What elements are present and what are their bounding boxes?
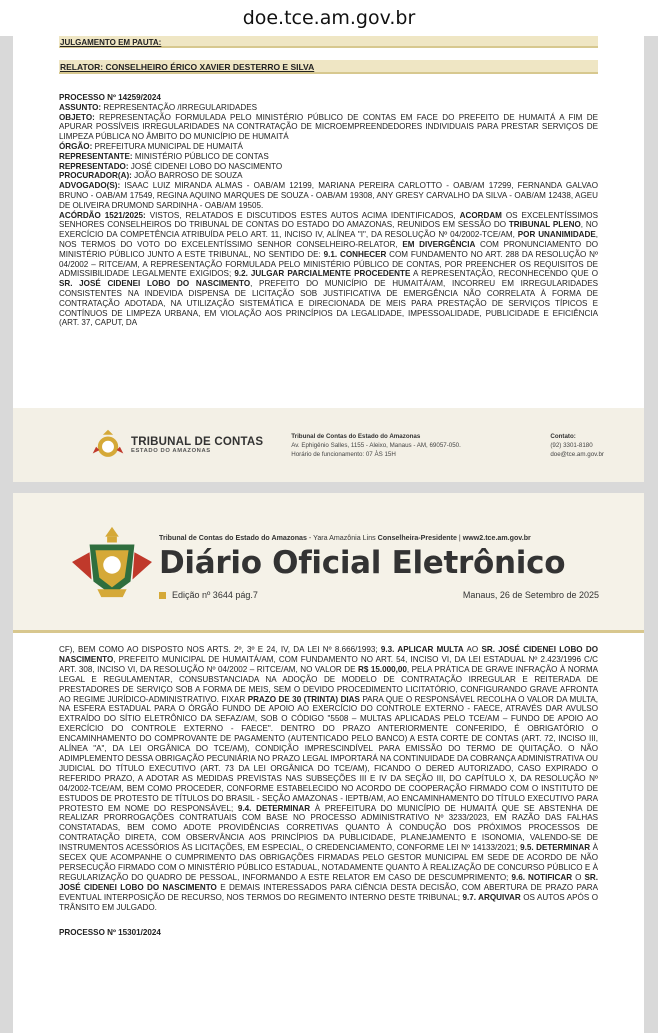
process-body-2: CF), BEM COMO AO DISPOSTO NOS ARTS. 2º, 3º E 24, IV, DA LEI Nº 8.666/1993; 9.3. APLICAR MULTA AO SR. JOSÉ CIDENEI LOBO DO NASCIMENTO, PREFEITO MUNICIPAL DE HUMAITÁ/AM, COM FUNDAMENTO NO ART. 54, INCISO VI, DA LEI ESTADUAL Nº 2.423/1996 C/C ART. 308, INCISO VI, DA RESOLUÇÃO Nº 04/2002 – RITCE/AM, NO VALOR DE R$ 15.000,00, PELA PRÁTICA DE GRAVE INFRAÇÃO À NORMA LEGAL E REGULAMENTAR, CONSUBSTANCIADA NA ADOÇÃO DE MODELO DE CONTRATAÇÃO IRREGULAR E REITERADA DE PRESTADORES DE SERVIÇO SOB A FORMA DE MEIS, SEM O DEVIDO PROCEDIMENTO LICITATÓRIO, CONFIGURANDO GRAVE AFRONTA AO REGIME JURÍDICO-ADMINISTRATIVO. FIXAR PRAZO DE 30 (TRINTA) DIAS PARA QUE O RESPONSÁVEL RECOLHA O VALOR DA MULTA, NA ESFERA ESTADUAL PARA O ÓRGÃO FUNDO DE APOIO AO EXERCÍCIO DO CONTROLE EXTERNO - FAECE, ATRAVÉS DAR AVULSO EXTRAÍDO DO SÍTIO ELETRÔNICO DA SEFAZ/AM, SOB O CÓDIGO "5508 – MULTAS APLICADAS PELO TCE/AM – FUNDO DE APOIO AO EXERCÍCIO DO CONTROLE EXTERNO - FAECE". DENTRO DO PRAZO ANTERIORMENTE CONFERIDO, É OBRIGATÓRIO O ENCAMINHAMENTO DO COMPROVANTE DE PAGAMENTO (AUTENTICADO PELO BANCO) A ESTA CORTE DE CONTAS (ART. 72, INCISO III, ALÍNEA "A", DA LEI ORGÂNICA DO TCE/AM), CONDIÇÃO IMPRESCINDÍVEL PARA EMISSÃO DO TERMO DE QUITAÇÃO. O NÃO ADIMPLEMENTO DESSA OBRIGAÇÃO PECUNIÁRIA NO PRAZO LEGAL IMPORTARÁ NA CONTINUIDADE DA COBRANÇA ADMINISTRATIVA OU JUDICIAL DO TÍTULO EXECUTIVO (ART. 73 DA LEI ORGÂNICA DO TCE/AM), FICANDO O DERED AUTORIZADO, CASO EXPIRADO O REFERIDO PRAZO, A ADOTAR AS MEDIDAS PREVISTAS NAS SUBSEÇÕES III E IV DA SEÇÃO III, DO CAPÍTULO X, DA RESOLUÇÃO Nº 04/2002-TCE/AM, BEM COMO PROCEDER, CONFORME ESTABELECIDO NO ACORDO DE COOPERAÇÃO FIRMADO COM O INSTITUTO DE ESTUDOS DE PROTESTO DE TÍTULOS DO BRASIL - SEÇÃO AMAZONAS - IEPTB/AM, AO ENCAMINHAMENTO DO TÍTULO EXECUTIVO PARA PROTESTO EM NOME DO RESPONSÁVEL; 9.4. DETERMINAR À PREFEITURA DO MUNICÍPIO DE HUMAITÁ QUE SE ABSTENHA DE REALIZAR PRORROGAÇÕES CONTRATUAIS COM BASE NO PROCESSO ADMINISTRATIVO Nº 3233/2023, EM RAZÃO DAS FALHAS CONSTATADAS, BEM COMO ADOTE PROVIDÊNCIAS CORRETIVAS QUANTO À CONDUÇÃO DOS PRÓXIMOS PROCESSOS DE CONTRATAÇÃO DIRETA, COM OBSERVÂNCIA AOS PRINCÍPIOS DA PUBLICIDADE, PLANEJAMENTO E ISONOMIA, VALENDO-SE DE INSTRUMENTOS ACESSÓRIOS ÀS LICITAÇÕES, EM ESPECIAL, O CREDENCIAMENTO, CONFORME LEI Nº 14133/2021; 9.5. DETERMINAR À SECEX QUE ACOMPANHE O CUMPRIMENTO DAS OBRIGAÇÕES FIRMADAS PELO GESTOR MUNICIPAL EM SEDE DE ACORDO DE NÃO PERSECUÇÃO FIRMADO COM O MINISTÉRIO PÚBLICO ESTADUAL, NOTADAMENTE QUANTO À REALIZAÇÃO DE CONCURSO PÚBLICO E À REGULARIZAÇÃO DO QUADRO DE PESSOAL, INFORMANDO A ESTE RELATOR EM CASO DE DESCUMPRIMENTO; 9.6. NOTIFICAR O SR. JOSÉ CIDENEI LOBO DO NASCIMENTO E DEMAIS INTERESSADOS PARA CIÊNCIA DESTA DECISÃO, COM ABERTURA DE PRAZO PARA EVENTUAL INTERPOSIÇÃO DE RECURSO, NOS TERMOS DO REGIMENTO INTERNO DESTE TRIBUNAL; 9.7. ARQUIVAR OS AUTOS APÓS O TRÂNSITO EM JULGADO. PROCESSO Nº 15301/2024 bbox=[59, 645, 599, 938]
diario-title: Diário Oficial Eletrônico bbox=[159, 545, 566, 581]
footer-brand: TRIBUNAL DE CONTAS ESTADO DO AMAZONAS bbox=[131, 436, 264, 454]
tce-crest-icon bbox=[91, 428, 125, 462]
browser-url-bar[interactable] bbox=[0, 0, 658, 36]
document-page-1 bbox=[13, 36, 644, 482]
header-topline: Tribunal de Contas do Estado do Amazonas - Yara Amazônia Lins Conselheira-Presidente | www2.tce.am.gov.br bbox=[159, 534, 531, 542]
footer-email-link[interactable]: doe@tce.am.gov.br bbox=[550, 450, 604, 458]
footer-contact: Contato: (92) 3301-8180 doe@tce.am.gov.br bbox=[550, 432, 604, 458]
document-page-2 bbox=[13, 493, 644, 1033]
footer-address: Tribunal de Contas do Estado do Amazonas Av. Ephigênio Salles, 1155 - Aleixo, Manaus - AM, 69057-050. Horário de funcionamento: 07 ÀS 15H bbox=[291, 432, 461, 458]
process-body-1: PROCESSO Nº 14259/2024 ASSUNTO: REPRESENTAÇÃO /IRREGULARIDADES OBJETO: REPRESENTAÇÃO FORMULADA PELO MINISTÉRIO PÚBLICO DE CONTAS EM FACE DO PREFEITO DE HUMAITÁ A FIM DE APURAR POSSÍVEIS IRREGULARIDADES NA CONTRATAÇÃO DE MICROEMPREENDEDORES INDIVIDUAIS PARA PRESTAR SERVIÇOS DE LIMPEZA PÚBLICA NO ÂMBITO DO MUNICÍPIO DE HUMAITÁ ÓRGÃO: PREFEITURA MUNICIPAL DE HUMAITÁ REPRESENTANTE: MINISTÉRIO PÚBLICO DE CONTAS REPRESENTADO: JOSÉ CIDENEI LOBO DO NASCIMENTO PROCURADOR(A): JOÃO BARROSO DE SOUZA ADVOGADO(S): ISAAC LUIZ MIRANDA ALMAS - OAB/AM 12199, MARIANA PEREIRA CARLOTTO - OAB/AM 17299, FERNANDA GALVAO BRUNO - OAB/AM 17549, REGINA AQUINO MARQUES DE SOUZA - OAB/AM 19308, ANY GRESY CARVALHO DA SILVA - OAB/AM 12438, AGEU DE OLIVEIRA DRUMOND SARDINHA - OAB/AM 19505. ACÓRDÃO 1521/2025: VISTOS, RELATADOS E DISCUTIDOS ESTES AUTOS ACIMA IDENTIFICADOS, ACORDAM OS EXCELENTÍSSIMOS SENHORES CONSELHEIROS DO TRIBUNAL DE CONTAS DO ESTADO DO AMAZONAS, REUNIDOS EM SESSÃO DO TRIBUNAL PLENO, NO EXERCÍCIO DA COMPETÊNCIA ATRIBUÍDA PELO ART. 11, INCISO IV, ALÍNEA "I", DA RESOLUÇÃO Nº 04/2002-TCE/AM, POR UNANIMIDADE, NOS TERMOS DO VOTO DO EXCELENTÍSSIMO SENHOR CONSELHEIRO-RELATOR, EM DIVERGÊNCIA COM PRONUNCIAMENTO DO MINISTÉRIO PÚBLICO JUNTO A ESTE TRIBUNAL, NO SENTIDO DE: 9.1. CONHECER COM FUNDAMENTO NO ART. 288 DA RESOLUÇÃO Nº 04/2002 – RITCE/AM, A REPRESENTAÇÃO FORMULADA PELO MINISTÉRIO PÚBLICO DE CONTAS, POR PREENCHER OS REQUISITOS DE ADMISSIBILIDADE LEGALMENTE EXIGIDOS; 9.2. JULGAR PARCIALMENTE PROCEDENTE A REPRESENTAÇÃO, RECONHECENDO QUE O SR. JOSÉ CIDENEI LOBO DO NASCIMENTO, PREFEITO DO MUNICÍPIO DE HUMAITÁ/AM, INCORREU EM IRREGULARIDADES CONSISTENTES NA INDEVIDA DISPENSA DE LICITAÇÃO SOB JUSTIFICATIVA DE EMERGÊNCIA NÃO CORRELATA À FORMA DE CONTRATAÇÃO ADOTADA, NA UTILIZAÇÃO SISTEMÁTICA E DIRECIONADA DE MEIS PARA PRESTAÇÃO DE SERVIÇOS TÍPICOS E CONTÍNUOS DE LIMPEZA URBANA, EM VIOLAÇÃO AOS PRINCÍPIOS DA LEGALIDADE, IMPESSOALIDADE, PUBLICIDADE E EFICIÊNCIA (ART. 37, CAPUT, DA bbox=[59, 93, 599, 328]
tce-crest-icon bbox=[68, 523, 156, 601]
section-relator: RELATOR: CONSELHEIRO ÉRICO XAVIER DESTERRO E SILVA bbox=[59, 60, 598, 74]
next-process-number: PROCESSO Nº 15301/2024 bbox=[59, 928, 161, 938]
diario-header bbox=[13, 493, 644, 633]
url-text: doe.tce.am.gov.br bbox=[242, 7, 416, 29]
square-bullet-icon bbox=[159, 592, 166, 599]
page-footer bbox=[13, 408, 644, 482]
edition-date: Manaus, 26 de Setembro de 2025 bbox=[462, 590, 599, 600]
edition-info: Edição nº 3644 pág.7 bbox=[159, 590, 258, 600]
acordao-text: ACÓRDÃO 1521/2025: VISTOS, RELATADOS E DISCUTIDOS ESTES AUTOS ACIMA IDENTIFICADOS, ACORDAM OS EXCELENTÍSSIMOS SENHORES CONSELHEIROS DO TRIBUNAL DE CONTAS DO ESTADO DO AMAZONAS, REUNIDOS EM SESSÃO DO TRIBUNAL PLENO, NO EXERCÍCIO DA COMPETÊNCIA ATRIBUÍDA PELO ART. 11, INCISO IV, ALÍNEA "I", DA RESOLUÇÃO Nº 04/2002-TCE/AM, POR UNANIMIDADE, NOS TERMOS DO VOTO DO EXCELENTÍSSIMO SENHOR CONSELHEIRO-RELATOR, EM DIVERGÊNCIA COM PRONUNCIAMENTO DO MINISTÉRIO PÚBLICO JUNTO A ESTE TRIBUNAL, NO SENTIDO DE: 9.1. CONHECER COM FUNDAMENTO NO ART. 288 DA RESOLUÇÃO Nº 04/2002 – RITCE/AM, A REPRESENTAÇÃO FORMULADA PELO MINISTÉRIO PÚBLICO DE CONTAS, POR PREENCHER OS REQUISITOS DE ADMISSIBILIDADE LEGALMENTE EXIGIDOS; 9.2. JULGAR PARCIALMENTE PROCEDENTE A REPRESENTAÇÃO, RECONHECENDO QUE O SR. JOSÉ CIDENEI LOBO DO NASCIMENTO, PREFEITO DO MUNICÍPIO DE HUMAITÁ/AM, INCORREU EM IRREGULARIDADES CONSISTENTES NA INDEVIDA DISPENSA DE LICITAÇÃO SOB JUSTIFICATIVA DE EMERGÊNCIA NÃO CORRELATA À FORMA DE CONTRATAÇÃO ADOTADA, NA UTILIZAÇÃO SISTEMÁTICA E DIRECIONADA DE MEIS PARA PRESTAÇÃO DE SERVIÇOS TÍPICOS E CONTÍNUOS DE LIMPEZA URBANA, EM VIOLAÇÃO AOS PRINCÍPIOS DA LEGALIDADE, IMPESSOALIDADE, PUBLICIDADE E EFICIÊNCIA (ART. 37, CAPUT, DA bbox=[59, 210, 599, 328]
process-number: PROCESSO Nº 14259/2024 bbox=[59, 93, 161, 102]
section-julgamento: JULGAMENTO EM PAUTA: bbox=[59, 36, 598, 48]
